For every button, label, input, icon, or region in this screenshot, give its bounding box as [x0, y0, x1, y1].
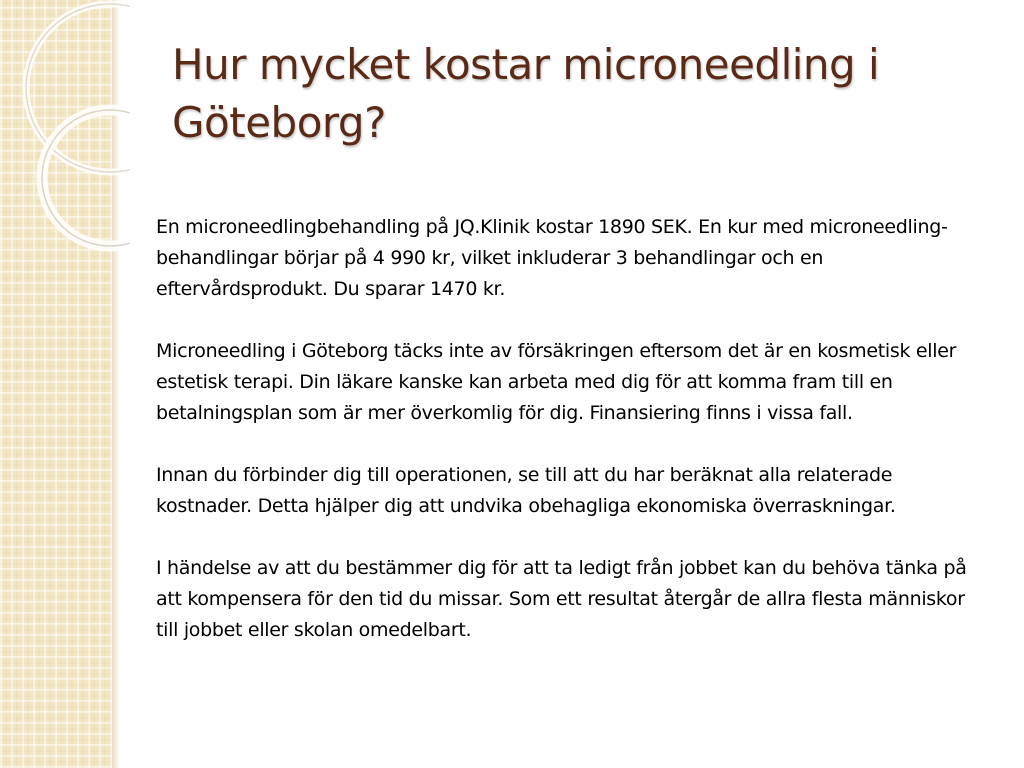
slide-body [156, 212, 986, 677]
decorative-rings [0, 0, 130, 260]
paragraph-recovery: I händelse av att du bestämmer dig för att ta ledigt från jobbet kan du behöva tänka på att kompensera för den tid du missar. Som ett resultat återgår de allra flesta människor till jobbet eller skolan omedelbart. [156, 557, 967, 641]
paragraph-insurance: Microneedling i Göteborg täcks inte av försäkringen eftersom det är en kosmetisk eller estetisk terapi. Din läkare kanske kan arbeta med dig för att komma fram till en betalningsplan som är mer överkomlig för dig. Finansiering finns i vissa fall. [156, 340, 957, 424]
paragraph-costs: Innan du förbinder dig till operationen, se till att du har beräknat alla relaterade kostnader. Detta hjälper dig att undvika obehagliga ekonomiska överraskningar. [156, 464, 896, 517]
slide-title: Hur mycket kostar microneedling i Göteborg? [172, 40, 880, 147]
paragraph-price: En microneedlingbehandling på JQ.Klinik kostar 1890 SEK. En kur med microneedling-behandlingar börjar på 4 990 kr, vilket inkluderar 3 behandlingar och en eftervårdsprodukt. Du sparar 1470 kr. [156, 216, 948, 300]
